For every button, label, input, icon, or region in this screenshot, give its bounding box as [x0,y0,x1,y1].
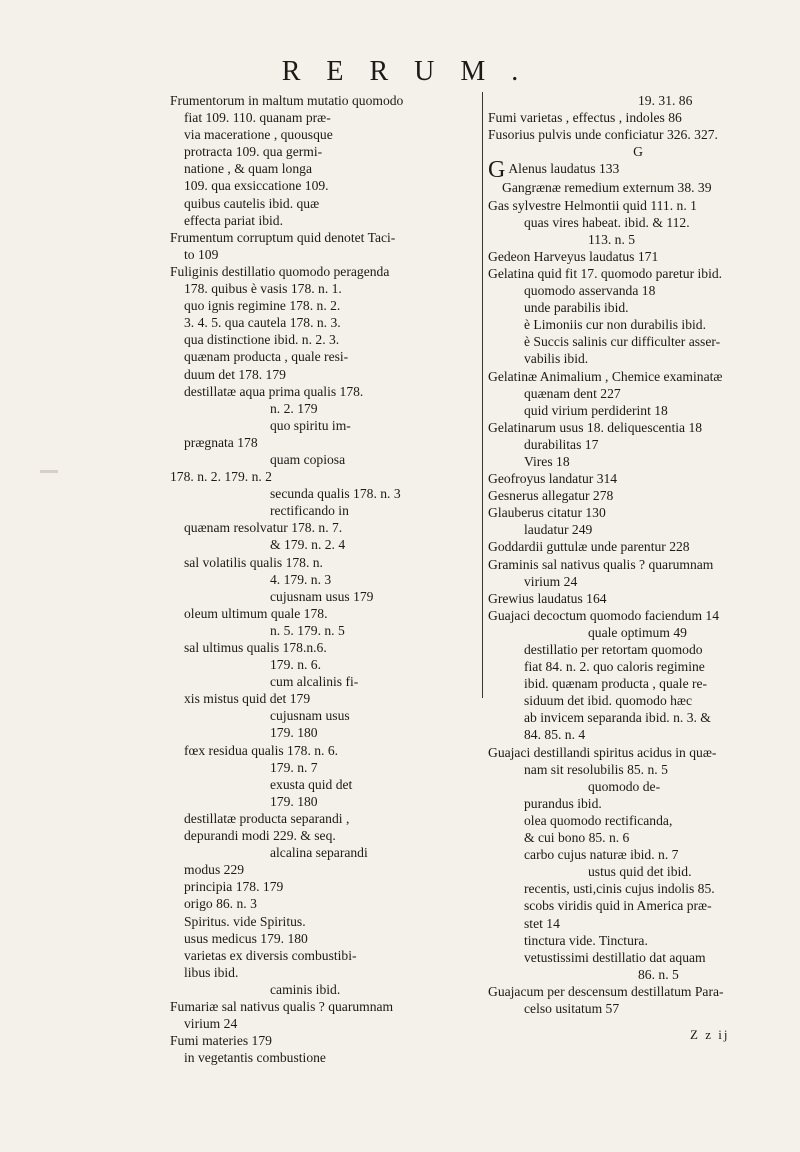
index-entry [170,930,478,947]
index-entry [488,983,788,1000]
index-entry-text: Gelatinæ Animalium , Chemice examinatæ [488,368,723,384]
index-entry [170,297,478,314]
index-entry-text: quam copiosa [270,451,346,467]
index-entry [170,314,478,331]
index-entry [488,761,788,778]
index-entry [488,658,788,675]
index-entry [170,844,478,861]
index-entry [170,947,478,964]
index-entry-text: rectificando in [270,503,349,519]
index-entry [488,538,788,555]
index-entry-text: quomodo asservanda 18 [524,283,656,299]
index-entry [170,724,478,741]
index-entry-text: protracta 109. qua germi- [184,144,323,160]
index-entry-text: principia 178. 179 [184,879,284,895]
index-entry-text: recentis, usti,cinis cujus indolis 85. [524,881,715,897]
index-entry-text: virium 24 [524,573,578,589]
index-entry [488,157,788,184]
index-entry [170,246,478,263]
index-entry [170,229,478,246]
index-entry-text: 84. 85. n. 4 [524,727,586,743]
index-entry [488,470,788,487]
index-entry-text: Gangrænæ remedium externum 38. 39 [502,180,712,196]
index-entry-text: Frumentorum in maltum mutatio quomodo [170,93,404,108]
index-entry-text: 113. n. 5 [588,231,636,247]
index-entry-text: Guajaci decoctum quomodo faciendum 14 [488,607,720,623]
index-entry [488,419,788,436]
index-entry [488,521,788,538]
index-entry [170,622,478,639]
index-entry [170,383,478,400]
index-entry-text: cujusnam usus 179 [270,588,374,604]
index-entry-text: 179. 180 [270,725,318,741]
index-entry-text: alcalina separandi [270,845,368,861]
index-entry-text: Geofroyus landatur 314 [488,471,618,487]
index-entry [170,280,478,297]
index-entry-text: ab invicem separanda ibid. n. 3. & [524,710,711,726]
index-entry-text: Spiritus. vide Spiritus. [184,913,306,929]
index-entry [170,571,478,588]
index-entry-text: quid virium perdiderint 18 [524,402,668,418]
index-entry [488,624,788,641]
index-entry [488,179,788,196]
index-entry [170,810,478,827]
index-entry-text: prægnata 178 [184,434,258,450]
index-entry-text: Fumi materies 179 [170,1033,272,1049]
index-entry-text: libus ibid. [184,964,239,980]
index-entry [170,177,478,194]
index-entry-text: è Succis salinis cur difficulter asser- [524,334,721,350]
index-entry [170,366,478,383]
index-entry-text: Gelatina quid fit 17. quomodo paretur ibid. [488,265,723,281]
index-entry [488,248,788,265]
index-entry [488,897,788,914]
index-entry [170,195,478,212]
index-entry [170,690,478,707]
index-entry-text: Guajacum per descensum destillatum Para- [488,983,724,999]
index-entry [488,368,788,385]
index-entry-text: in vegetantis combustione [184,1050,326,1066]
index-column-right [488,92,788,1017]
index-entry-text: Graminis sal nativus qualis ? quarumnam [488,556,714,572]
index-entry [170,827,478,844]
index-entry [488,949,788,966]
index-entry-text: ustus quid det ibid. [588,864,692,880]
index-entry [170,998,478,1015]
index-entry [170,451,478,468]
index-entry-text: scobs viridis quid in America præ- [524,898,712,914]
index-entry-text: Gelatinarum usus 18. deliquescentia 18 [488,419,703,435]
index-entry [170,878,478,895]
index-entry [488,197,788,214]
index-entry [488,126,788,143]
index-entry [170,400,478,417]
index-entry-text: destillatio per retortam quomodo [524,642,703,657]
index-entry [488,487,788,504]
paper-mark [40,470,58,473]
index-entry-text: secunda qualis 178. n. 3 [270,486,401,502]
index-entry-text: Glauberus citatur 130 [488,505,606,521]
index-entry-text: Gedeon Harveyus laudatus 171 [488,248,659,264]
index-entry [488,231,788,248]
index-entry [488,316,788,333]
index-entry-text: 19. 31. 86 [638,93,693,108]
index-entry-text: Frumentum corruptum quid denotet Taci- [170,229,396,245]
index-entry-text: n. 5. 179. n. 5 [270,622,345,638]
index-entry [170,348,478,365]
drop-cap: G [488,157,506,184]
index-entry [170,964,478,981]
index-entry [170,502,478,519]
index-entry [170,92,478,109]
index-entry [170,143,478,160]
index-entry [170,160,478,177]
index-entry-text: sal volatilis qualis 178. n. [184,554,323,570]
index-entry-text: cum alcalinis fi- [270,674,359,690]
index-entry-text: sal ultimus qualis 178.n.6. [184,640,327,655]
index-entry [488,385,788,402]
index-entry [488,829,788,846]
index-entry-text: Fuliginis destillatio quomodo peragenda [170,263,390,279]
index-entry-text: depurandi modi 229. & seq. [184,828,336,844]
index-entry-text: 178. n. 2. 179. n. 2 [170,469,272,485]
index-entry-text: origo 86. n. 3 [184,896,257,912]
index-entry [488,692,788,709]
index-entry [170,981,478,998]
index-entry-text: quas vires habeat. ibid. & 112. [524,214,690,230]
index-entry-text: 109. qua exsiccatione 109. [184,178,329,194]
index-entry [488,282,788,299]
index-entry-text: carbo cujus naturæ ibid. n. 7 [524,847,679,863]
index-entry-text: oleum ultimum quale 178. [184,605,328,621]
index-entry-text: celso usitatum 57 [524,1000,620,1016]
index-entry-text: virium 24 [184,1016,238,1032]
index-entry-text: siduum det ibid. quomodo hæc [524,693,693,709]
index-entry-text: quænam producta , quale resi- [184,349,349,365]
index-entry-text: Grewius laudatus 164 [488,590,607,606]
index-entry [170,485,478,502]
index-entry-text: stet 14 [524,915,560,931]
index-entry-text: quænam dent 227 [524,385,621,401]
index-entry [488,641,788,658]
index-entry-text: quænam resolvatur 178. n. 7. [184,520,343,536]
index-entry [488,214,788,231]
index-entry-text: 179. n. 7 [270,759,318,775]
index-entry-text: Gas sylvestre Helmontii quid 111. n. 1 [488,197,697,213]
index-entry-text: 178. quibus è vasis 178. n. 1. [184,281,342,297]
index-entry-text: laudatur 249 [524,522,593,538]
index-entry [488,299,788,316]
column-divider [482,92,483,698]
index-entry [488,744,788,761]
signature-mark: Z z ij [690,1027,730,1042]
index-entry-text: 86. n. 5 [638,966,679,982]
index-entry [488,778,788,795]
index-entry [488,436,788,453]
index-entry-text: xis mistus quid det 179 [184,691,311,707]
index-entry [170,1015,478,1032]
index-entry-text: natione , & quam longa [184,161,312,177]
index-entry [170,673,478,690]
index-entry-text: varietas ex diversis combustibi- [184,947,357,963]
index-entry-text: Vires 18 [524,453,570,469]
index-entry [170,895,478,912]
index-entry [488,795,788,812]
index-entry [170,109,478,126]
index-entry-text: quibus cautelis ibid. quæ [184,195,320,211]
index-entry [488,350,788,367]
index-entry-text: 4. 179. n. 3 [270,571,332,587]
index-entry [170,331,478,348]
index-entry-text: unde parabilis ibid. [524,300,629,316]
index-entry-text: & cui bono 85. n. 6 [524,830,630,846]
index-entry-text: n. 2. 179 [270,400,318,416]
index-entry [170,126,478,143]
index-entry-text: olea quomodo rectificanda, [524,812,673,828]
index-entry [488,932,788,949]
index-entry [488,556,788,573]
index-entry [170,519,478,536]
index-entry-text: 3. 4. 5. qua cautela 178. n. 3. [184,315,341,331]
index-entry [488,812,788,829]
index-entry-text: to 109 [184,246,219,262]
index-entry [170,434,478,451]
index-entry [488,880,788,897]
index-entry-text: & 179. n. 2. 4 [270,537,346,553]
index-entry-text: tinctura vide. Tinctura. [524,932,648,948]
index-entry-text: fiat 109. 110. quanam præ- [184,110,331,126]
index-entry-text: caminis ibid. [270,981,341,997]
index-entry-text: vabilis ibid. [524,351,589,367]
index-entry [170,656,478,673]
index-entry [170,861,478,878]
index-entry-text: ibid. quænam producta , quale re- [524,676,708,692]
index-entry [488,915,788,932]
index-entry-text: Guajaci destillandi spiritus acidus in quæ- [488,744,717,760]
index-entry-text: effecta pariat ibid. [184,212,284,228]
index-entry [170,742,478,759]
index-entry-text: duum det 178. 179 [184,366,286,382]
index-entry-text: Gesnerus allegatur 278 [488,488,614,504]
index-entry-text: via maceratione , quousque [184,127,333,143]
index-entry [170,536,478,553]
index-entry-text: Fusorius pulvis unde conficiatur 326. 327. [488,127,718,143]
index-entry-text: cujusnam usus [270,708,350,724]
index-entry-text: quale optimum 49 [588,624,687,640]
index-entry [488,846,788,863]
index-entry [488,143,788,160]
index-entry-text: quo ignis regimine 178. n. 2. [184,298,341,314]
index-entry-text: quomodo de- [588,778,661,794]
index-entry-text: vetustissimi destillatio dat aquam [524,949,706,965]
index-entry [170,554,478,571]
index-entry-text: purandus ibid. [524,795,602,811]
index-entry [170,417,478,434]
index-entry [488,863,788,880]
index-entry [170,212,478,229]
index-entry [488,92,788,109]
index-entry-text: Alenus laudatus 133 [508,161,620,177]
index-entry [170,1032,478,1049]
index-entry [488,453,788,470]
index-entry [170,468,478,485]
index-entry [488,333,788,350]
index-entry [488,966,788,983]
index-entry [170,639,478,656]
index-entry [488,573,788,590]
index-entry [170,605,478,622]
index-entry-text: G [633,144,643,160]
index-entry-text: qua distinctione ibid. n. 2. 3. [184,332,340,348]
index-entry [170,588,478,605]
index-column-left [170,92,478,1066]
index-entry [488,726,788,743]
index-entry-text: usus medicus 179. 180 [184,930,308,946]
index-entry [488,675,788,692]
index-entry-text: Fumi varietas , effectus , indoles 86 [488,110,682,126]
index-entry [170,913,478,930]
index-entry-text: modus 229 [184,862,245,878]
index-entry [170,759,478,776]
index-entry-text: nam sit resolubilis 85. n. 5 [524,761,668,777]
index-entry-text: quo spiritu im- [270,417,351,433]
index-entry [488,709,788,726]
running-header: RERUM. [281,56,545,87]
index-entry-text: destillatæ producta separandi , [184,810,350,826]
index-entry [170,707,478,724]
index-entry-text: destillatæ aqua prima qualis 178. [184,383,364,399]
index-entry-text: fœx residua qualis 178. n. 6. [184,742,339,758]
index-entry-text: 179. 180 [270,793,318,809]
index-entry [170,1049,478,1066]
index-entry [488,590,788,607]
index-entry [488,607,788,624]
index-entry [170,776,478,793]
index-entry-text: 179. n. 6. [270,657,321,673]
index-entry-text: exusta quid det [270,776,353,792]
index-entry-text: è Limoniis cur non durabilis ibid. [524,317,706,333]
index-entry [488,265,788,282]
index-entry-text: Goddardii guttulæ unde parentur 228 [488,539,690,555]
index-entry-text: Fumariæ sal nativus qualis ? quarumnam [170,998,394,1014]
index-entry-text: durabilitas 17 [524,436,599,452]
index-entry [488,1000,788,1017]
index-entry [488,504,788,521]
index-entry [488,402,788,419]
index-entry [488,109,788,126]
index-entry [170,793,478,810]
index-entry-text: fiat 84. n. 2. quo caloris regimine [524,659,705,675]
index-entry [170,263,478,280]
